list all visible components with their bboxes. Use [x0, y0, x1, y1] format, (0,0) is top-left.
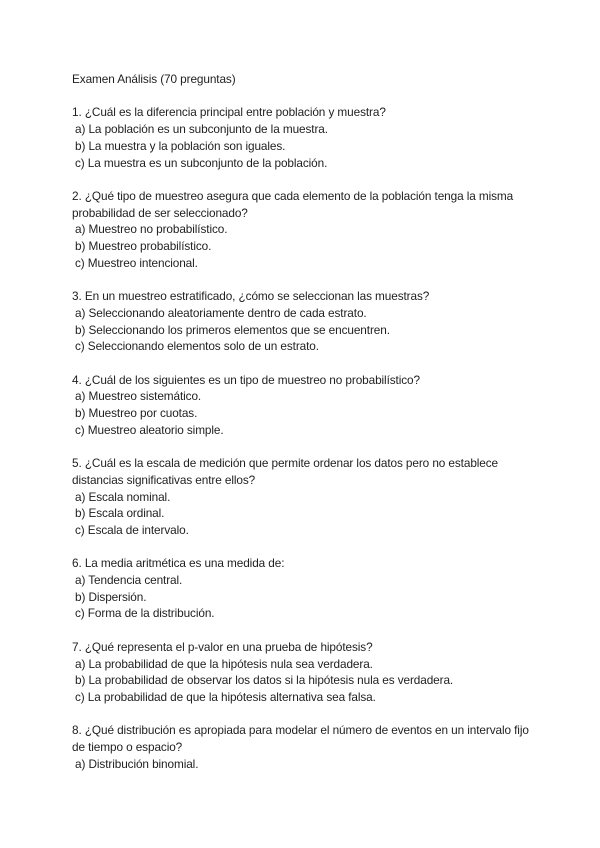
- question-text: 5. ¿Cuál es la escala de medición que permite ordenar los datos pero no establece distancias significativas entre ellos?: [72, 456, 499, 487]
- question-5: [72, 455, 532, 539]
- answer-option-b: b) Muestreo probabilístico.: [75, 239, 212, 253]
- document-title: Examen Análisis (70 preguntas): [72, 72, 236, 86]
- answer-option-b: b) Muestreo por cuotas.: [75, 406, 198, 420]
- answer-option-a: a) La población es un subconjunto de la muestra.: [75, 122, 328, 137]
- answer-option-c: c) Muestreo aleatorio simple.: [75, 422, 224, 437]
- answer-option-c: c) Escala de intervalo.: [75, 522, 189, 537]
- question-4: [72, 372, 532, 439]
- answer-option-a: a) Muestreo sistemático.: [75, 389, 202, 404]
- question-text: 6. La media aritmética es una medida de:: [72, 556, 285, 571]
- question-text: 4. ¿Cuál de los siguientes es un tipo de muestreo no probabilístico?: [72, 372, 420, 387]
- question-text: 8. ¿Qué distribución es apropiada para modelar el número de eventos en un intervalo fijo de tiempo o espacio?: [72, 723, 529, 754]
- answer-option-b: b) La muestra y la población son iguales.: [75, 138, 286, 153]
- answer-option-a: a) Tendencia central.: [75, 573, 183, 587]
- answer-option-c: c) Forma de la distribución.: [75, 606, 215, 621]
- answer-option-c: c) Seleccionando elementos solo de un estrato.: [75, 339, 319, 354]
- question-text: 1. ¿Cuál es la diferencia principal entre población y muestra?: [72, 105, 386, 120]
- question-6: [72, 555, 532, 622]
- question-8: [72, 722, 532, 772]
- question-3: [72, 288, 532, 355]
- answer-option-a: a) Seleccionando aleatoriamente dentro de cada estrato.: [75, 305, 367, 320]
- answer-option-a: a) Escala nominal.: [75, 489, 171, 504]
- answer-option-c: c) Muestreo intencional.: [75, 255, 198, 270]
- question-1: [72, 104, 532, 171]
- answer-option-b: b) Seleccionando los primeros elementos que se encuentren.: [75, 322, 390, 337]
- question-7: [72, 639, 532, 706]
- answer-option-b: b) Dispersión.: [75, 589, 147, 604]
- question-text: 3. En un muestreo estratificado, ¿cómo se seleccionan las muestras?: [72, 289, 430, 304]
- answer-option-c: c) La muestra es un subconjunto de la población.: [75, 155, 328, 170]
- answer-option-b: b) Escala ordinal.: [75, 506, 165, 521]
- answer-option-a: a) Distribución binomial.: [75, 756, 199, 771]
- answer-option-c: c) La probabilidad de que la hipótesis alternativa sea falsa.: [75, 689, 376, 704]
- question-text: 2. ¿Qué tipo de muestreo asegura que cada elemento de la población tenga la misma probabilidad de ser seleccionado?: [72, 188, 514, 220]
- answer-option-b: b) La probabilidad de observar los datos si la hipótesis nula es verdadera.: [75, 673, 454, 688]
- answer-option-a: a) La probabilidad de que la hipótesis nula sea verdadera.: [75, 656, 373, 671]
- question-2: [72, 188, 532, 272]
- question-text: 7. ¿Qué representa el p-valor en una prueba de hipótesis?: [72, 639, 373, 654]
- answer-option-a: a) Muestreo no probabilístico.: [75, 222, 228, 237]
- document-content: [72, 71, 532, 789]
